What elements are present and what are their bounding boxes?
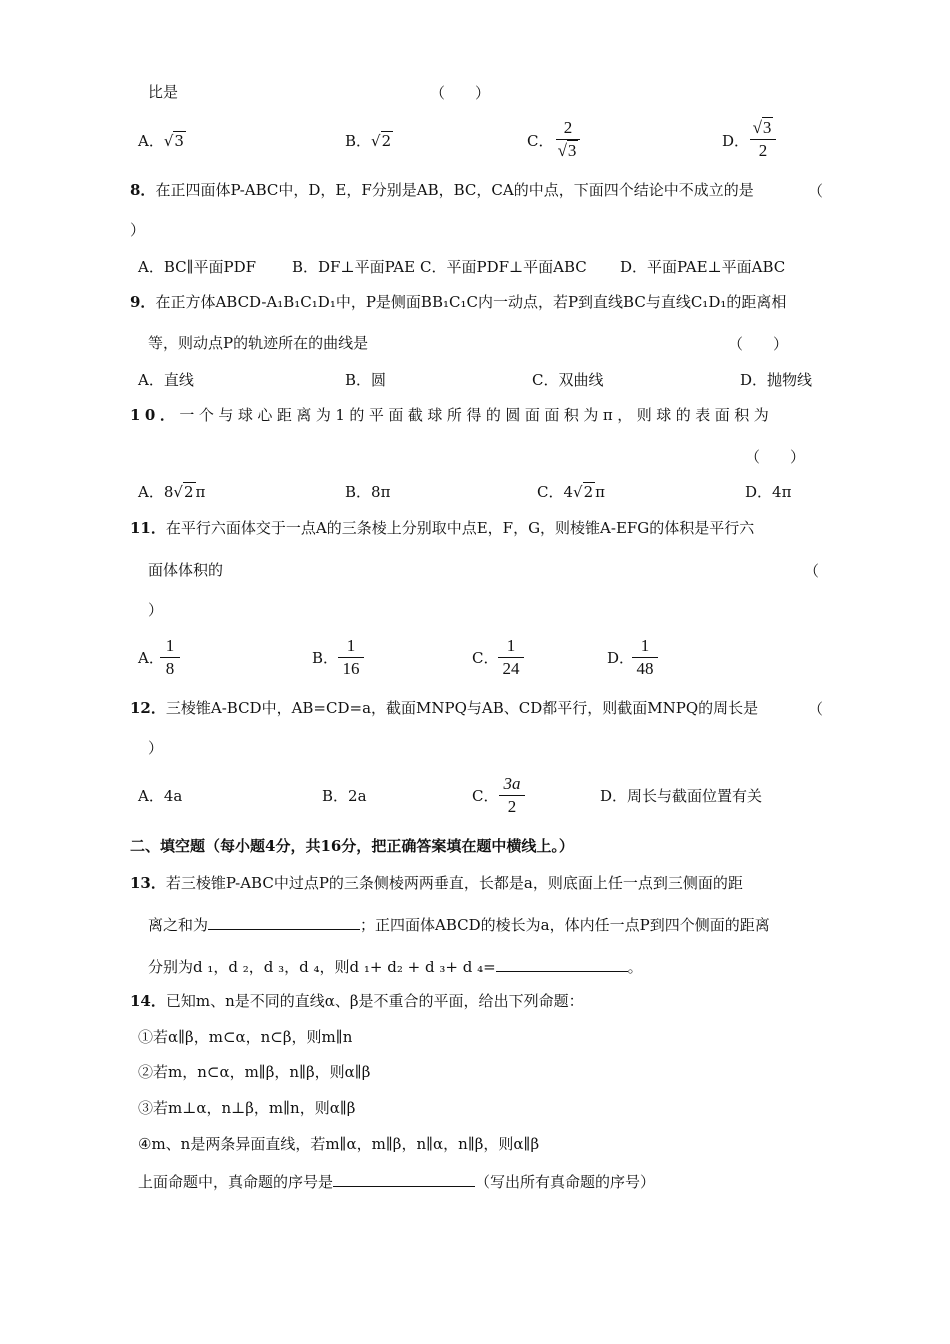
q7-option-a-letter: A．: [138, 132, 164, 150]
q11-option-b-fraction: 1 16: [338, 636, 364, 679]
q11-option-d-fraction: 1 48: [632, 636, 658, 679]
q11-option-d-letter: D．: [607, 649, 635, 667]
q10-paren: （ ）: [745, 448, 806, 466]
q8-stem: [130, 180, 754, 200]
q7-paren: （ ）: [430, 84, 491, 102]
q13-blank-1[interactable]: [208, 913, 360, 930]
q11-paren-open: （: [804, 562, 820, 580]
q10-option-c: C．4√2 π: [537, 483, 605, 501]
q9-number: 9．: [130, 293, 156, 311]
q13-number: 13．: [130, 874, 166, 892]
q14-proposition-1: ①若α∥β，m⊂α，n⊂β，则m∥n: [138, 1028, 353, 1046]
q14-conclusion: 上面命题中，真命题的序号是 （写出所有真命题的序号）: [138, 1170, 655, 1192]
q10-option-d: D．4π: [745, 483, 792, 501]
q14-stem: [130, 991, 584, 1011]
q12-option-b: B．2a: [322, 787, 367, 805]
q12-paren-open: （: [808, 700, 824, 718]
q13-blank-2[interactable]: [496, 955, 628, 972]
q14-intro: 已知m、n是不同的直线α、β是不重合的平面，给出下列命题：: [165, 992, 584, 1010]
q8-text: 在正四面体P-ABC中，D，E，F分别是AB，BC，CA的中点，下面四个结论中不成立的是: [155, 181, 754, 199]
q13-line2: 离之和为 ；正四面体ABCD的棱长为a，体内任一点P到四个侧面的距离: [148, 913, 770, 935]
q9-option-b: B．圆: [345, 371, 387, 389]
section2-title: 二、填空题（每小题4分，共16分，把正确答案填在题中横线上。）: [130, 837, 574, 855]
q11-text-line2: 面体体积的: [148, 561, 224, 579]
q7-option-a-sqrt: √3: [163, 132, 184, 150]
q12-option-d: D．周长与截面位置有关: [600, 787, 763, 805]
q7-option-c-denominator: √3: [557, 141, 577, 160]
q8-option-b: B．DF⊥平面PAE: [292, 258, 416, 276]
q12-option-a: A．4a: [138, 787, 183, 805]
q11-option-a-letter: A．: [138, 649, 164, 667]
q8-paren-close: ）: [130, 221, 146, 239]
q13-text-line1: 若三棱锥P-ABC中过点P的三条侧棱两两垂直，长都是a，则底面上任一点到三侧面的距: [165, 874, 743, 892]
q9-text-line2: 等，则动点P的轨迹所在的曲线是: [148, 334, 369, 352]
q12-text: 三棱锥A-BCD中，AB=CD=a，截面MNPQ与AB、CD都平行，则截面MNPQ的周长是: [165, 699, 759, 717]
q7-option-b-sqrt: √2: [371, 132, 392, 150]
q8-option-c: C．平面PDF⊥平面ABC: [420, 258, 587, 276]
q7-option-d-numerator: √3: [752, 118, 772, 137]
q14-proposition-3: ③若m⊥α，n⊥β，m∥n，则α∥β: [138, 1099, 356, 1117]
q14-blank[interactable]: [333, 1170, 475, 1187]
q9-text-line1: 在正方体ABCD-A₁B₁C₁D₁中，P是侧面BB₁C₁C内一动点，若P到直线BC与直线C₁D₁的距离相: [155, 293, 787, 311]
q10-text: 一个与球心距离为1的平面截球所得的圆面面积为π，则球的表面积为: [179, 406, 774, 424]
q14-proposition-2: ②若m，n⊂α，m∥β，n∥β，则α∥β: [138, 1063, 371, 1081]
q10-option-a: A．8√2 π: [138, 483, 206, 501]
q10-option-c-sqrt: √2: [573, 483, 594, 501]
q7-option-a: [138, 131, 186, 151]
q7-option-d-letter: D．: [722, 132, 750, 150]
q8-option-a: A．BC∥平面PDF: [138, 258, 257, 276]
q11-option-c-fraction: 1 24: [498, 636, 524, 679]
q7-option-d-denominator: 2: [758, 141, 768, 160]
q14-proposition-4: ④m、n是两条异面直线，若m∥α，m∥β，n∥α，n∥β，则α∥β: [138, 1135, 540, 1153]
q10-stem: [130, 405, 773, 425]
q14-number: 14．: [130, 992, 166, 1010]
q9-option-c: C．双曲线: [532, 371, 604, 389]
q12-number: 12．: [130, 699, 166, 717]
q12-option-c-letter: C．: [472, 787, 499, 805]
q9-stem-line1: [130, 292, 786, 312]
q11-number: 11．: [130, 519, 166, 537]
q8-number: 8．: [130, 181, 156, 199]
q13-line3: 分别为d ₁，d ₂，d ₃，d ₄，则d ₁+ d₂ + d ₃+ d ₄= 。: [148, 955, 643, 977]
q11-text-line1: 在平行六面体交于一点A的三条棱上分别取中点E，F，G，则棱锥A-EFG的体积是平行六: [165, 519, 755, 537]
q12-option-c-fraction: 3a 2: [499, 774, 525, 817]
q7-option-d-fraction: [750, 118, 776, 161]
q11-paren-close: ）: [148, 601, 164, 619]
q12-paren-close: ）: [148, 739, 164, 757]
q8-option-d: D．平面PAE⊥平面ABC: [620, 258, 786, 276]
q8-paren-open: （: [808, 182, 824, 200]
q7-tail: 比是: [148, 83, 179, 101]
q13-stem-line1: [130, 873, 743, 893]
q7-option-c-numerator: 2: [563, 118, 573, 137]
q10-number: 10．: [130, 406, 180, 424]
q7-option-c-fraction: [556, 118, 580, 161]
q7-option-c-letter: C．: [527, 132, 554, 150]
q9-option-a: A．直线: [138, 371, 194, 389]
q9-option-d: D．抛物线: [740, 371, 813, 389]
q11-option-c-letter: C．: [472, 649, 499, 667]
q11-stem-line1: [130, 518, 754, 538]
q9-paren: （ ）: [728, 335, 789, 353]
q12-stem: [130, 698, 758, 718]
q10-option-b: B．8π: [345, 483, 391, 501]
q11-option-b-letter: B．: [312, 649, 339, 667]
q7-option-b: [345, 131, 393, 151]
q10-option-a-sqrt: √2: [173, 483, 194, 501]
q7-option-b-letter: B．: [345, 132, 372, 150]
q11-option-a-fraction: 1 8: [160, 636, 180, 679]
